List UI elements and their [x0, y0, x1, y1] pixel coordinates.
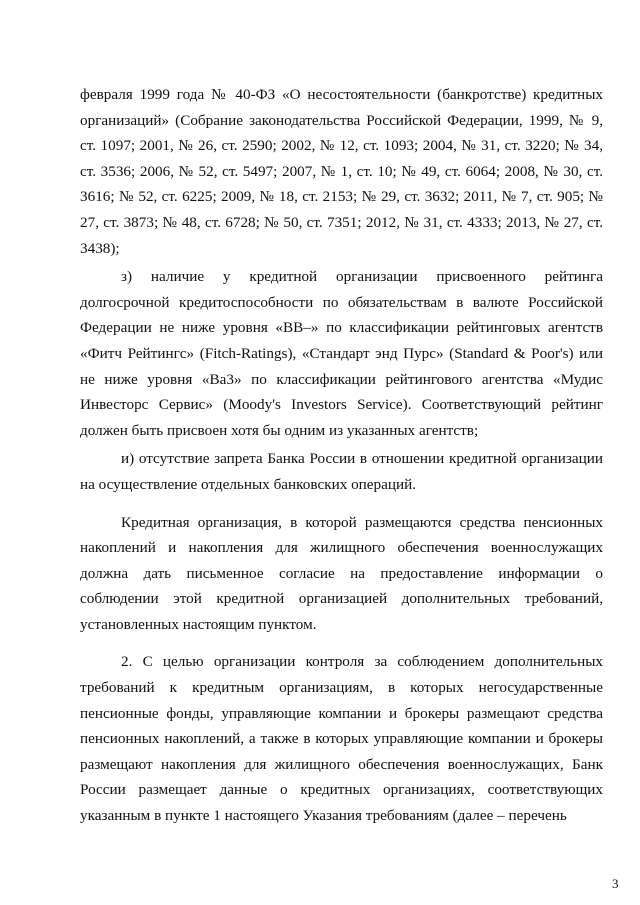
- paragraph-item-z-rating: з) наличие у кредитной организации присвоенного рейтинга долгосрочной кредитоспособности по обязательствам в валюте Российской Федерации не ниже уровня «BB–» по классификации рейтинговых агентств «Фитч Рейтингс» (Fitch-Ratings), «Стандарт энд Пурс» (Standard & Poor's) или не ниже уровня «Ва3» по классификации рейтингового агентства «Мудис Инвесторс Сервис» (Moody's Investors Service). Соответствующий рейтинг должен быть присвоен хотя бы одним из указанных агентств;: [80, 268, 603, 439]
- paragraph-point-2: 2. С целью организации контроля за соблюдением дополнительных требований к кредитным организациям, в которых негосударственные пенсионные фонды, управляющие компании и брокеры размещают средства пенсионных накоплений, а также в которых управляющие компании и брокеры размещают накопления для жилищного обеспечения военнослужащих, Банк России размещает данные о кредитных организациях, соответствующих указанным в пункте 1 настоящего Указания требованиям (далее – перечень: [80, 653, 603, 825]
- page-number: 3: [612, 876, 619, 891]
- paragraph-item-i-ban: и) отсутствие запрета Банка России в отношении кредитной организации на осуществление отдельных банковских операций.: [80, 450, 603, 493]
- paragraph-law-citation: февраля 1999 года № 40-ФЗ «О несостоятельности (банкротстве) кредитных организаций» (Собрание законодательства Российской Федерации, 1999, № 9, ст. 1097; 2001, № 26, ст. 2590; 2002, № 12, ст. 1093; 2004, № 31, ст. 3220; № 34, ст. 3536; 2006, № 52, ст. 5497; 2007, № 1, ст. 10; № 49, ст. 6064; 2008, № 30, ст. 3616; № 52, ст. 6225; 2009, № 18, ст. 2153; № 29, ст. 3632; 2011, № 7, ст. 905; № 27, ст. 3873; № 48, ст. 6728; № 50, ст. 7351; 2012, № 31, ст. 4333; 2013, № 27, ст. 3438);: [80, 86, 603, 257]
- paragraph-written-consent: Кредитная организация, в которой размещаются средства пенсионных накоплений и накопления для жилищного обеспечения военнослужащих должна дать письменное согласие на предоставление информации о соблюдении этой кредитной организацией дополнительных требований, установленных настоящим пунктом.: [80, 513, 603, 633]
- document-body: [80, 82, 603, 829]
